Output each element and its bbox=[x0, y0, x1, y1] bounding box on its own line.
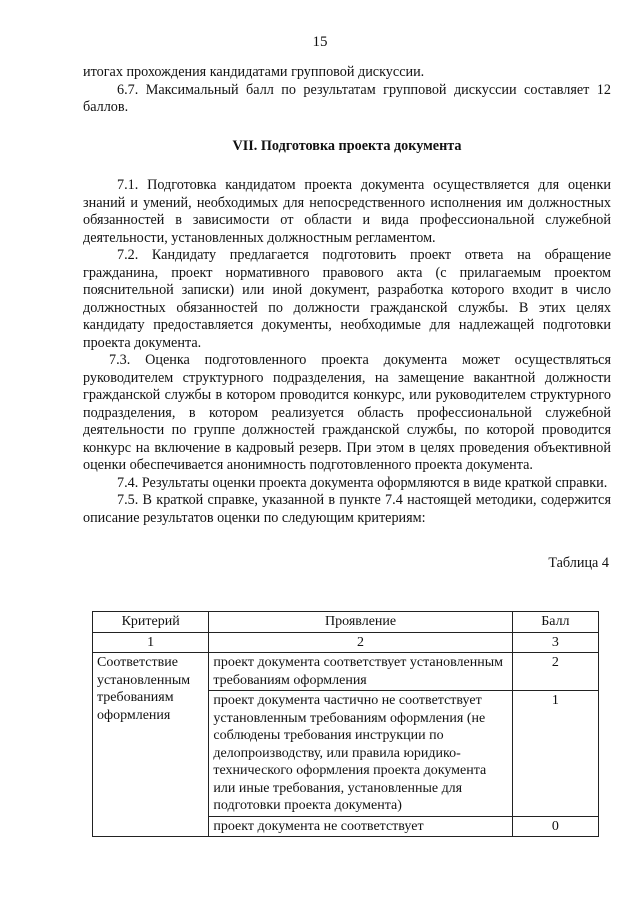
score-cell: 0 bbox=[512, 816, 598, 837]
paragraph-7-3: 7.3. Оценка подготовленного проекта документа может осуществляться руководителем структурного подразделения, на замещение вакантной должности гражданской службы в котором проводится конкурс, или руководителем структурного подразделения, в котором реализуется область профессиональной служебной деятельности по группе должностей гражданской службы, по которой проводится конкурс на включение в кадровый резерв. При этом в целях проведения объективной оценки обеспечивается анонимность подготовленного проекта документа. bbox=[83, 352, 611, 473]
document-body bbox=[83, 64, 611, 573]
column-number-2: 2 bbox=[209, 632, 512, 653]
table-caption: Таблица 4 bbox=[548, 555, 609, 571]
header-score: Балл bbox=[512, 612, 598, 633]
header-criterion: Критерий bbox=[93, 612, 209, 633]
column-number-1: 1 bbox=[93, 632, 209, 653]
table-header-row bbox=[93, 612, 599, 633]
paragraph-6-7: 6.7. Максимальный балл по результатам групповой дискуссии составляет 12 баллов. bbox=[83, 81, 611, 115]
score-cell: 1 bbox=[512, 691, 598, 817]
manifestation-cell: проект документа соответствует установленным требованиям оформления bbox=[209, 653, 512, 691]
column-number-3: 3 bbox=[512, 632, 598, 653]
criteria-table bbox=[92, 611, 599, 837]
header-manifestation: Проявление bbox=[209, 612, 512, 633]
section-heading: VII. Подготовка проекта документа bbox=[232, 137, 462, 154]
paragraph-7-5: 7.5. В краткой справке, указанной в пункте 7.4 настоящей методики, содержится описание результатов оценки по следующим критериям: bbox=[83, 492, 611, 526]
page-number: 15 bbox=[312, 34, 328, 50]
paragraph-7-2: 7.2. Кандидату предлагается подготовить проект ответа на обращение гражданина, проект нормативного правового акта (с прилагаемым проектом пояснительной записки) или иной документ, разработка которого входит в число должностных обязанностей по должности гражданской службы. В этих целях кандидату предоставляется документы, необходимые для надлежащей подготовки проекта документа. bbox=[83, 247, 611, 351]
score-cell: 2 bbox=[512, 653, 598, 691]
table-row bbox=[93, 653, 599, 691]
paragraph-7-1: 7.1. Подготовка кандидатом проекта документа осуществляется для оценки знаний и умений, необходимых для непосредственного исполнения им должностных обязанностей в зависимости от области и вида профессиональной служебной деятельности, установленных должностным регламентом. bbox=[83, 177, 611, 246]
manifestation-cell: проект документа частично не соответствует установленным требованиям оформления (не соблюдены требования инструкции по делопроизводству, или правила юридико-технического оформления проекта документа или иные требования, установленные для подготовки проекта документа) bbox=[209, 691, 512, 817]
manifestation-cell: проект документа не соответствует bbox=[209, 816, 512, 837]
table-number-row bbox=[93, 632, 599, 653]
criterion-cell: Соответствие установленным требованиям оформления bbox=[93, 653, 209, 837]
paragraph-7-4: 7.4. Результаты оценки проекта документа оформляются в виде краткой справки. bbox=[117, 474, 608, 491]
paragraph-continuation: итогах прохождения кандидатами групповой дискуссии. bbox=[83, 64, 425, 80]
